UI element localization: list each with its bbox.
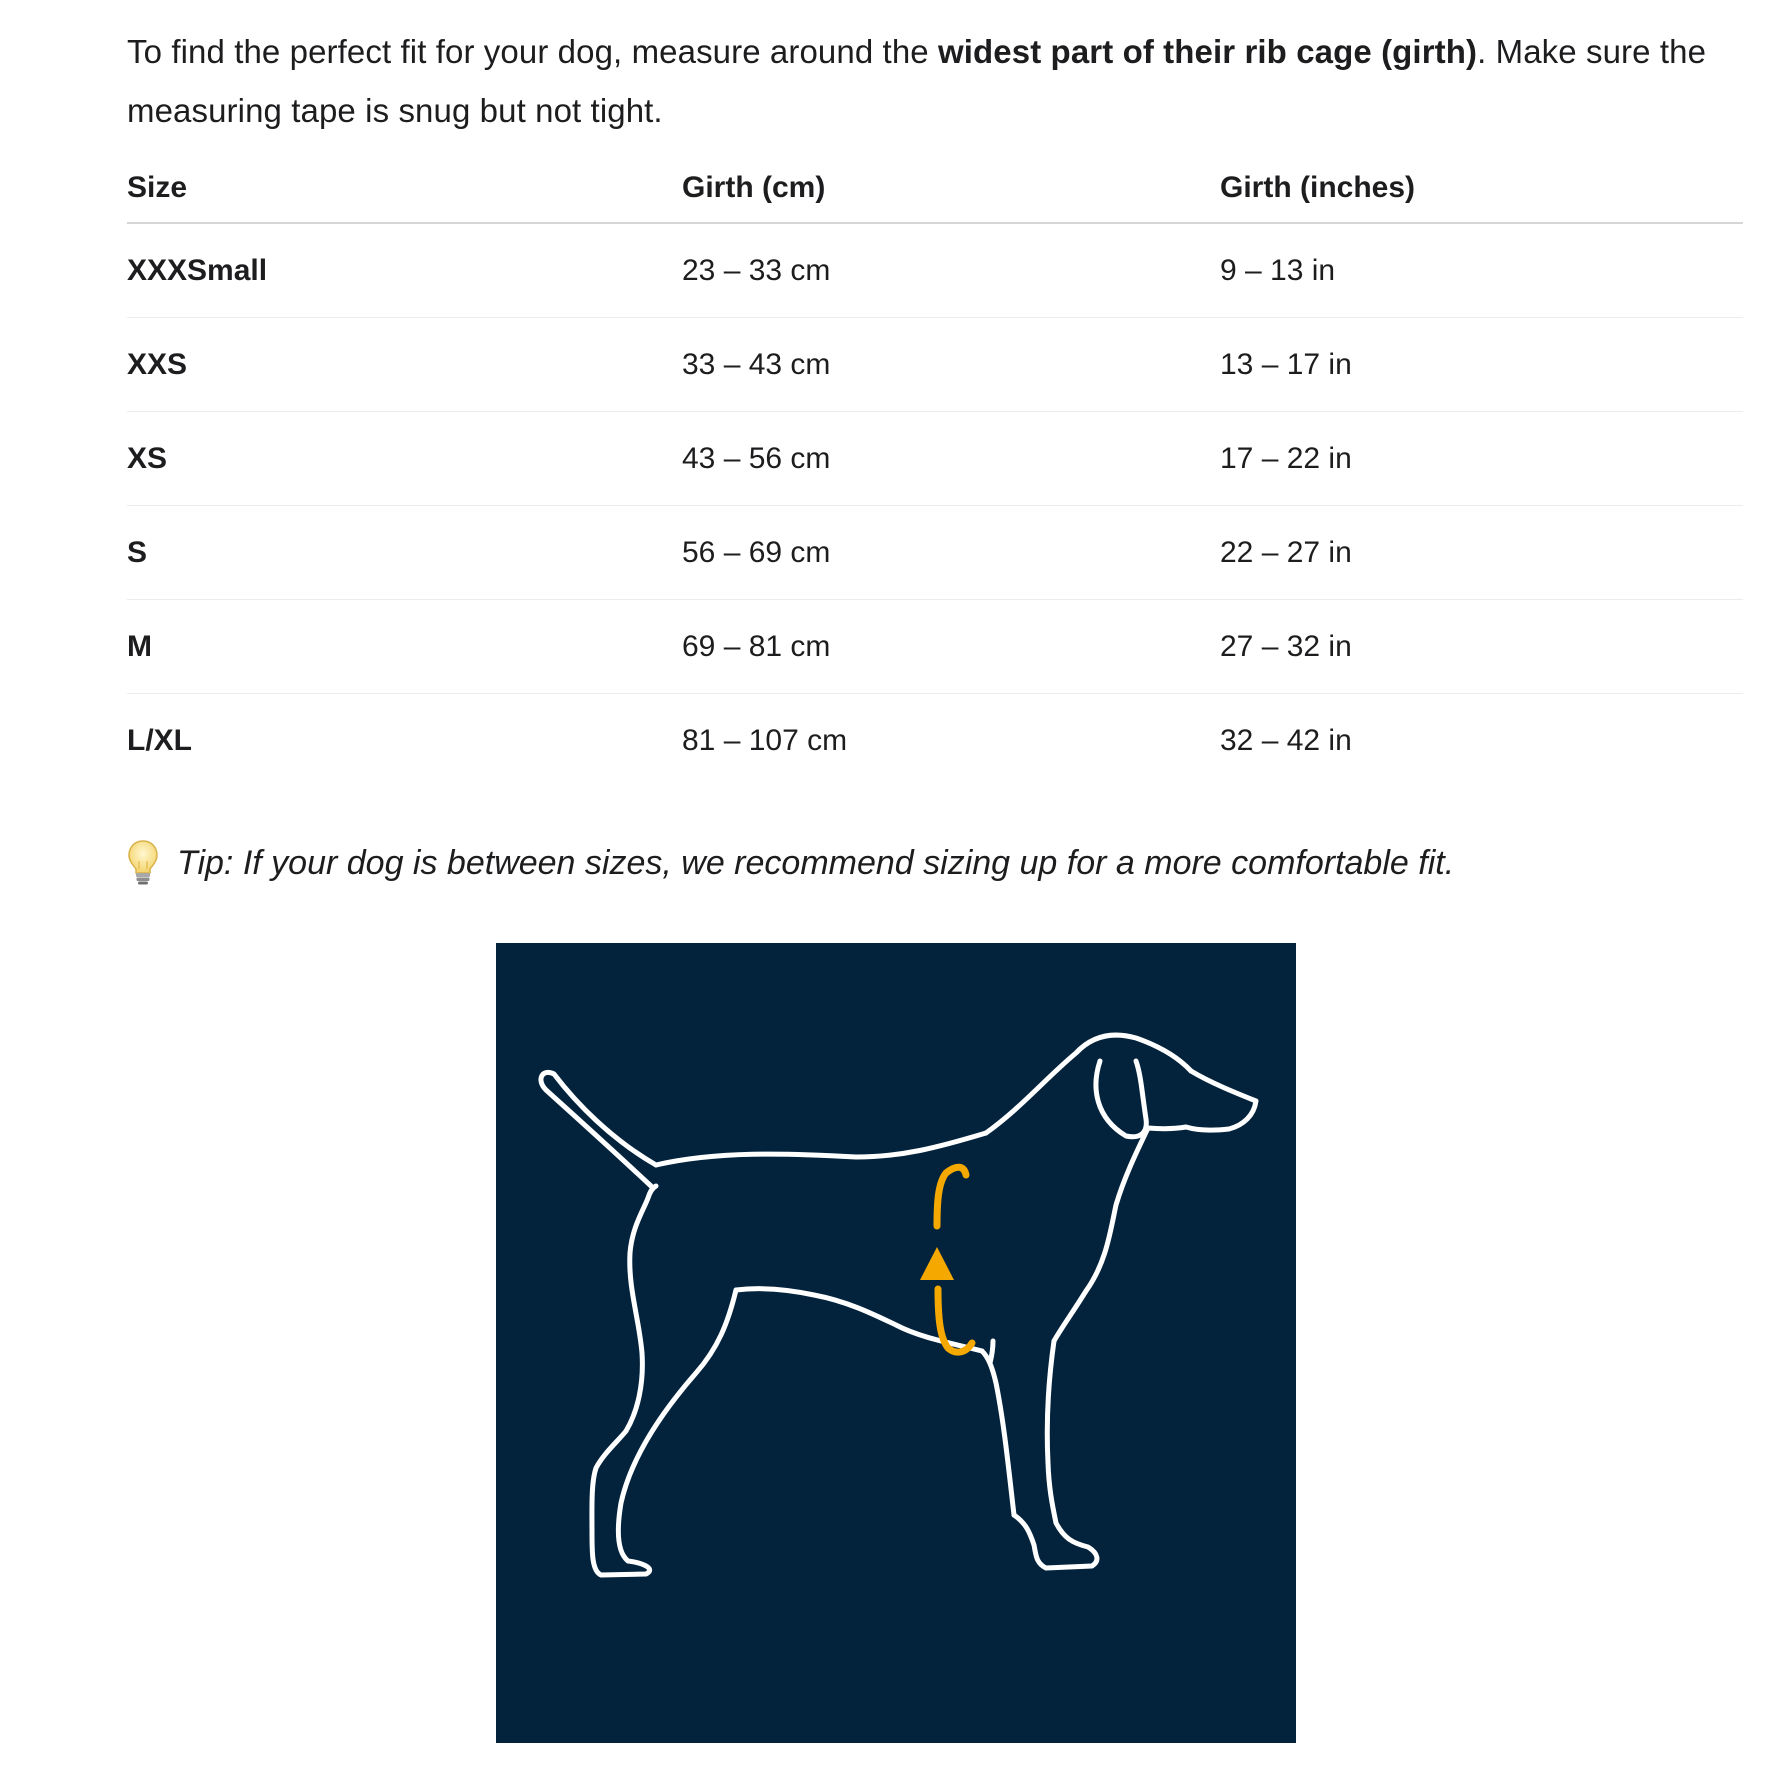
girth-illustration: [496, 943, 1296, 1743]
size-cell: L/XL: [127, 723, 192, 757]
size-table: [127, 154, 1743, 787]
girth-inches-cell: 32 – 42 in: [1220, 723, 1352, 757]
size-cell: S: [127, 506, 682, 600]
size-cell: XXS: [127, 318, 682, 412]
girth-arrow-icon: [920, 1247, 954, 1280]
table-row: [127, 412, 1743, 506]
table-row: [127, 223, 1743, 318]
girth-cm-cell: 33 – 43 cm: [682, 318, 1220, 412]
intro-emphasis: widest part of their rib cage (girth): [938, 33, 1478, 70]
table-row: [127, 318, 1743, 412]
girth-inches-cell: 9 – 13 in: [1220, 223, 1743, 318]
tip-text: Tip: If your dog is between sizes, we recommend sizing up for a more comfortable fit.: [177, 843, 1455, 882]
size-cell: XS: [127, 412, 682, 506]
intro-text-start: To find the perfect fit for your dog, measure around the: [127, 33, 938, 70]
girth-cm-cell: 69 – 81 cm: [682, 600, 1220, 694]
girth-inches-cell: 27 – 32 in: [1220, 600, 1743, 694]
girth-cm-cell: 23 – 33 cm: [682, 223, 1220, 318]
header-girth-inches: Girth (inches): [1220, 154, 1743, 223]
table-header-row: [127, 154, 1743, 223]
girth-cm-cell: 56 – 69 cm: [682, 506, 1220, 600]
table-row: [127, 694, 1743, 788]
girth-cm-cell: 81 – 107 cm: [682, 723, 848, 757]
intro-paragraph: [127, 22, 1743, 140]
girth-cm-cell: 43 – 56 cm: [682, 412, 1220, 506]
size-guide: [127, 22, 1743, 887]
tip-line: [127, 839, 1743, 887]
table-row: [127, 506, 1743, 600]
size-cell: M: [127, 600, 682, 694]
girth-inches-cell: 13 – 17 in: [1220, 318, 1743, 412]
girth-inches-cell: 17 – 22 in: [1220, 412, 1743, 506]
intro-text-end: . Make sure the measuring tape is snug but not tight.: [127, 33, 1707, 129]
lightbulb-icon: [127, 839, 159, 887]
table-row: [127, 600, 1743, 694]
girth-inches-cell: 22 – 27 in: [1220, 506, 1743, 600]
dog-outline-icon: [496, 943, 1296, 1743]
size-cell: XXXSmall: [127, 223, 682, 318]
header-girth-cm: Girth (cm): [682, 154, 1220, 223]
header-size: Size: [127, 154, 682, 223]
